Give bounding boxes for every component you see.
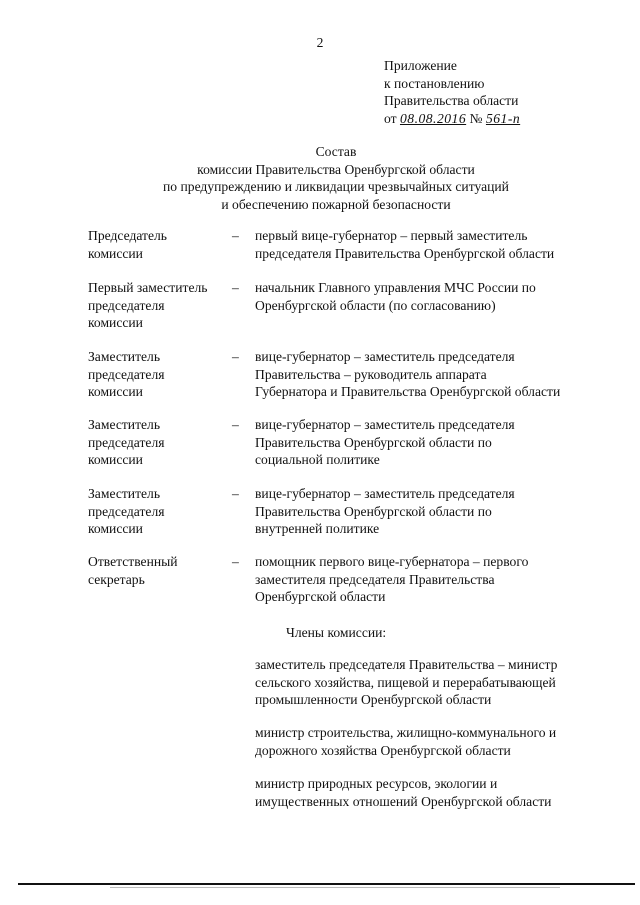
role-line: комиссии (88, 315, 143, 330)
member-line: министр природных ресурсов, экологии и (255, 776, 498, 791)
role-description (255, 227, 600, 262)
role-line: Заместитель (88, 417, 161, 432)
member-line: сельского хозяйства, пищевой и перерабатывающей (255, 674, 556, 690)
title-line: Состав (315, 144, 357, 159)
desc-line: внутренней политике (255, 521, 380, 536)
handwritten-number: 561-п (485, 110, 521, 126)
appendix-line: к постановлению (384, 75, 485, 91)
page-number: 2 (316, 35, 324, 50)
role-line: Первый заместитель (88, 280, 208, 295)
desc-line: Правительства Оренбургской области по (255, 434, 492, 450)
role-description (255, 416, 600, 469)
member-line: дорожного хозяйства Оренбургской области (255, 742, 511, 758)
role-line: Ответственный (88, 554, 178, 569)
desc-line: Правительства – руководитель аппарата (255, 366, 487, 382)
member-entry (255, 656, 600, 709)
desc-line: председателя Правительства Оренбургской области (255, 245, 555, 261)
title-line: комиссии Правительства Оренбургской области (197, 161, 475, 177)
desc-line: Правительства Оренбургской области по (255, 503, 492, 519)
desc-line: начальник Главного управления МЧС России по (255, 280, 536, 295)
role-description (255, 485, 600, 538)
desc-line: Губернатора и Правительства Оренбургской области (255, 384, 561, 399)
date-prefix: от (384, 110, 397, 126)
role-line: комиссии (88, 452, 143, 467)
role-name (88, 416, 228, 469)
role-description (255, 553, 600, 606)
desc-line: вице-губернатор – заместитель председателя (255, 486, 515, 501)
desc-line: вице-губернатор – заместитель председателя (255, 349, 515, 364)
role-line: комиссии (88, 521, 143, 536)
role-name (88, 279, 228, 332)
role-line: комиссии (88, 384, 143, 399)
role-line: председателя (88, 503, 165, 519)
appendix-line: Приложение (384, 58, 457, 73)
number-prefix: № (469, 110, 483, 126)
role-name (88, 348, 228, 401)
member-entry (255, 775, 600, 810)
role-description (255, 279, 600, 314)
title-line: по предупреждению и ликвидации чрезвычайных ситуаций (163, 179, 509, 194)
members-heading: Члены комиссии: (286, 625, 387, 640)
member-entry (255, 724, 600, 759)
desc-line: первый вице-губернатор – первый заместитель (255, 228, 528, 243)
role-line: секретарь (88, 571, 145, 587)
dash: – (232, 349, 239, 364)
member-line: имущественных отношений Оренбургской области (255, 793, 552, 809)
role-line: комиссии (88, 245, 143, 261)
member-line: министр строительства, жилищно-коммунального и (255, 725, 557, 740)
dash: – (232, 417, 239, 432)
appendix-header (384, 57, 520, 127)
role-line: Председатель (88, 228, 167, 243)
handwritten-date: 08.08.2016 (399, 110, 467, 126)
appendix-date-line (384, 110, 520, 128)
desc-line: вице-губернатор – заместитель председателя (255, 417, 515, 432)
document-title (0, 143, 640, 213)
scan-artifact-line (110, 887, 560, 888)
desc-line: Оренбургской области (по согласованию) (255, 297, 496, 313)
role-line: председателя (88, 434, 165, 450)
member-line: заместитель председателя Правительства – министр (255, 657, 558, 672)
bottom-rule (18, 883, 635, 885)
title-line: и обеспечению пожарной безопасности (221, 196, 451, 212)
role-line: Заместитель (88, 349, 161, 364)
role-line: председателя (88, 297, 165, 313)
role-name (88, 553, 228, 588)
desc-line: заместителя председателя Правительства (255, 571, 495, 587)
member-line: промышленности Оренбургской области (255, 692, 492, 707)
desc-line: помощник первого вице-губернатора – первого (255, 554, 529, 569)
role-description (255, 348, 600, 401)
desc-line: социальной политике (255, 452, 380, 467)
appendix-line: Правительства области (384, 93, 519, 108)
role-name (88, 227, 228, 262)
role-name (88, 485, 228, 538)
dash: – (232, 280, 239, 295)
role-line: Заместитель (88, 486, 161, 501)
dash: – (232, 228, 239, 243)
desc-line: Оренбургской области (255, 589, 386, 604)
dash: – (232, 554, 239, 569)
role-line: председателя (88, 366, 165, 382)
dash: – (232, 486, 239, 501)
